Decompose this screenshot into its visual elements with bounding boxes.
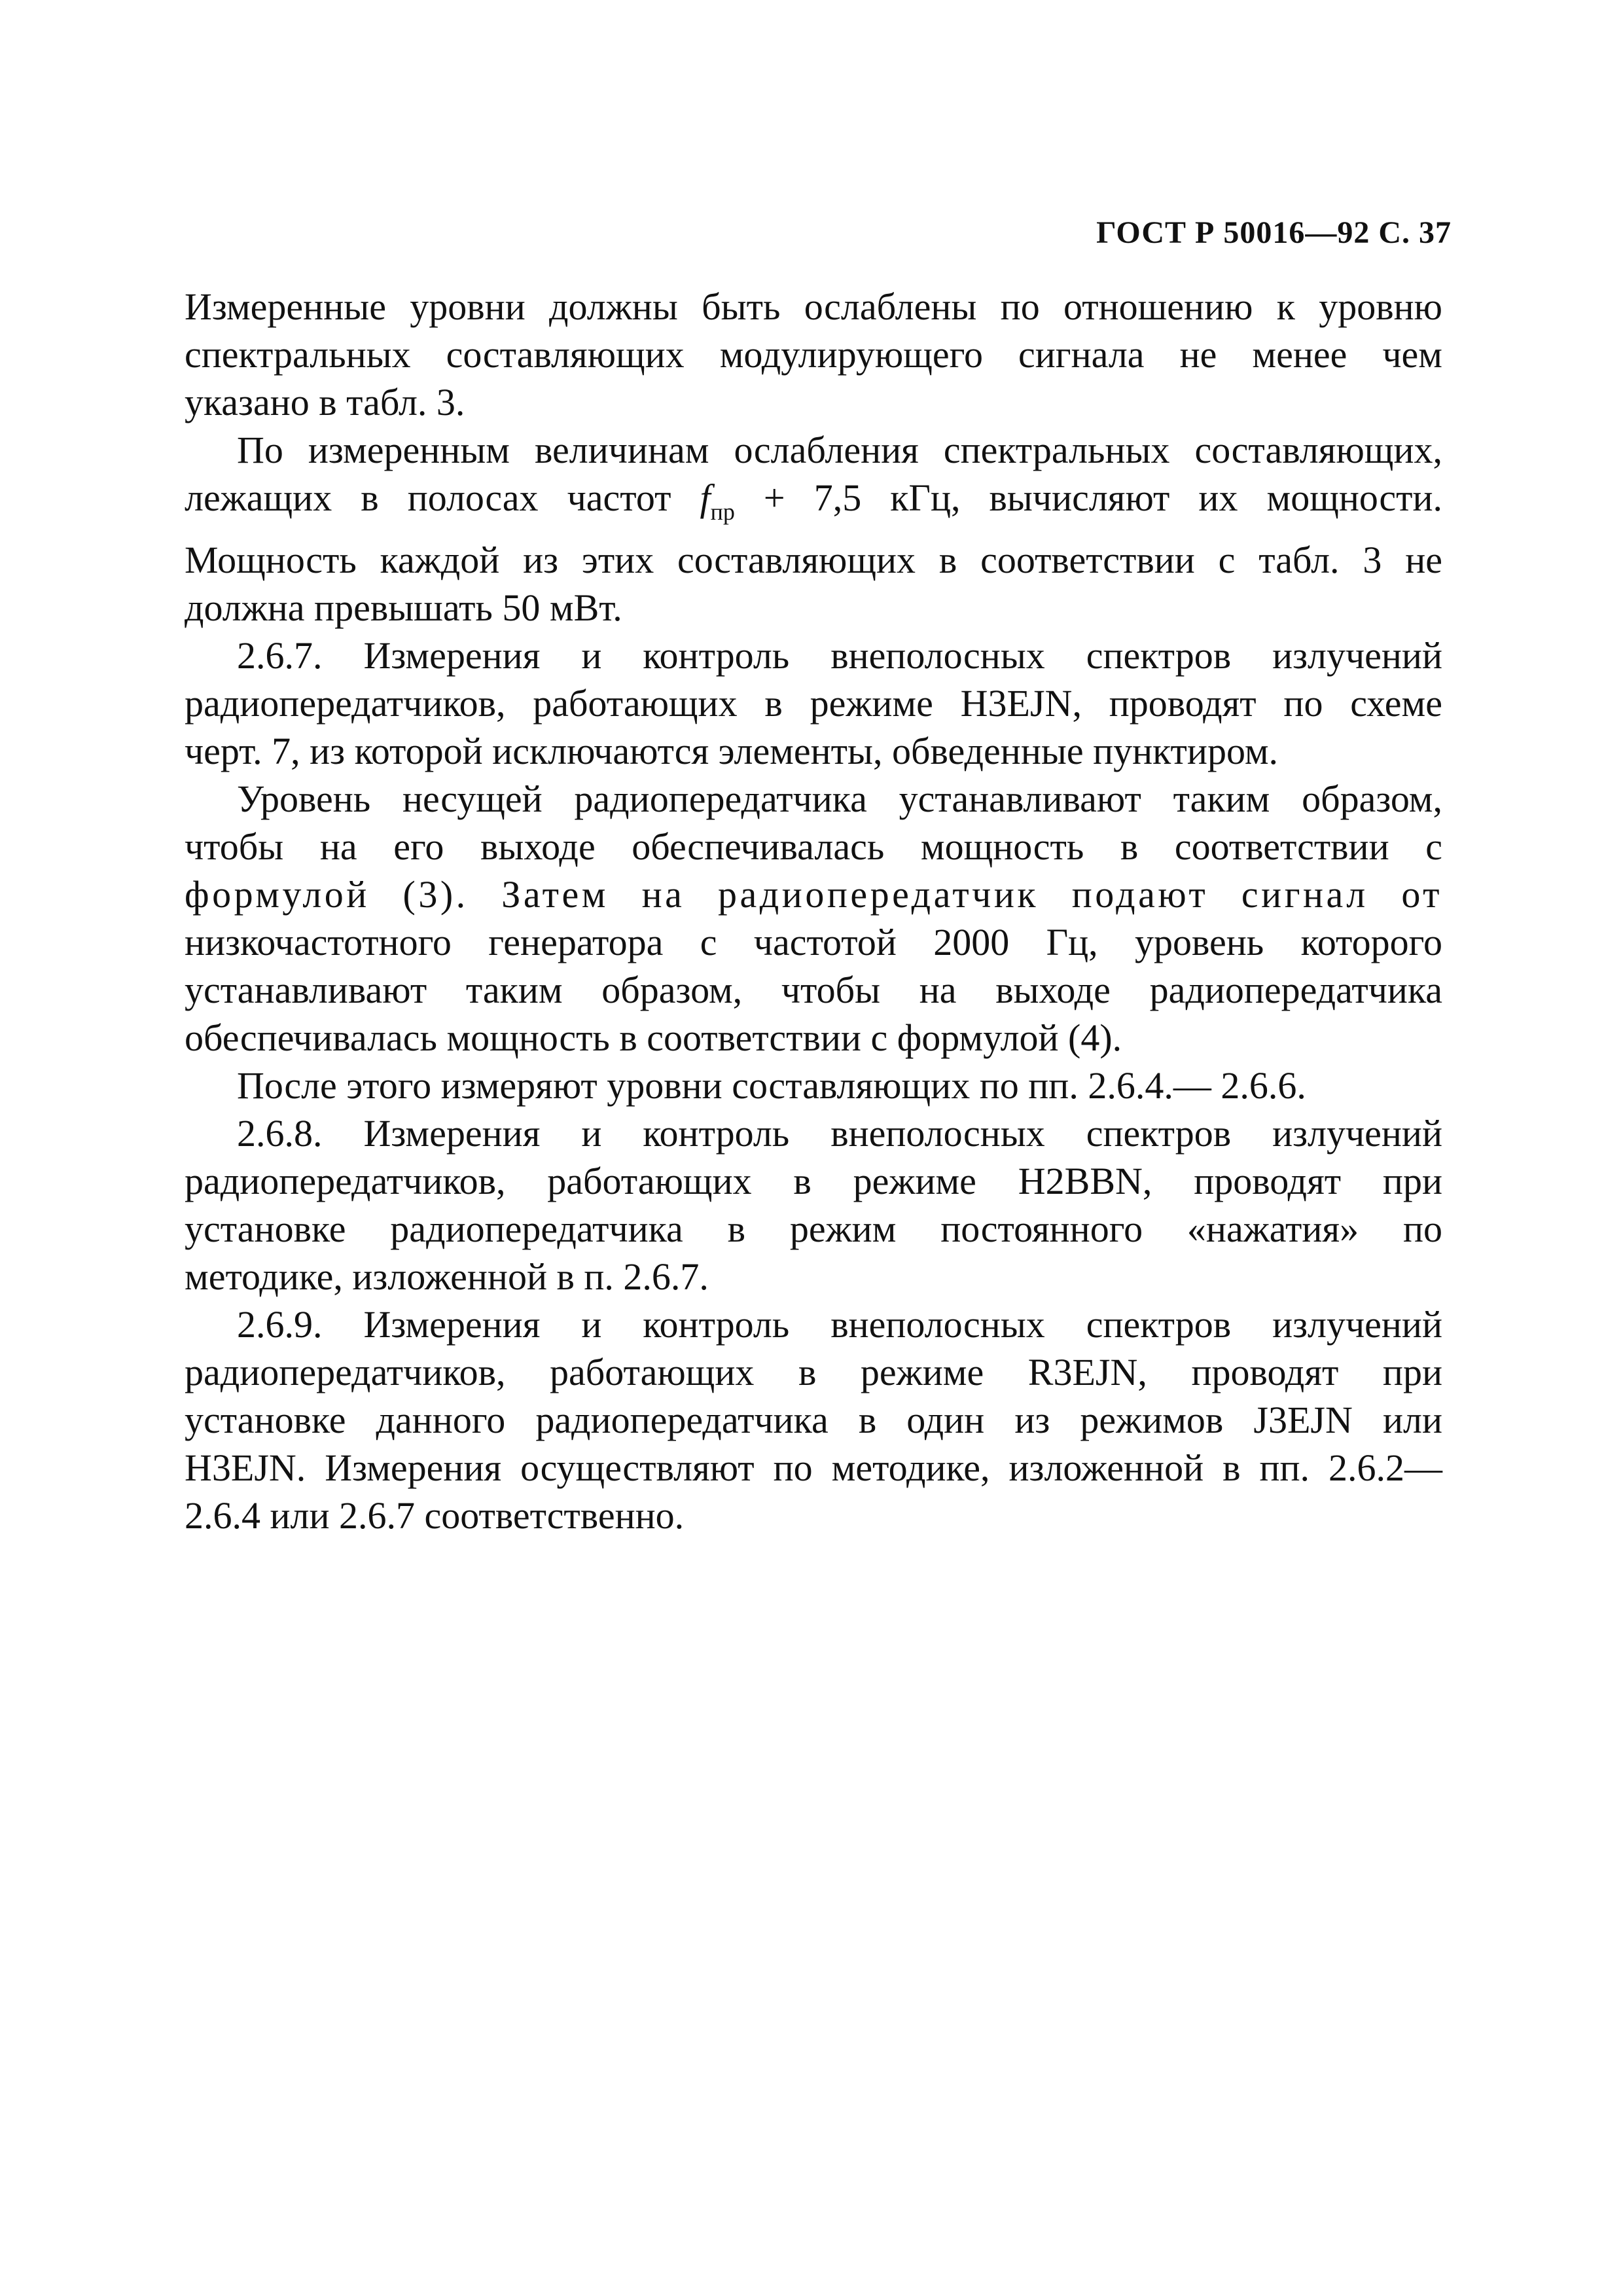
text-line: черт. 7, из которой исключаются элементы, обведенные пунктиром. <box>185 730 1279 772</box>
paragraph-4 <box>185 775 1442 1062</box>
body-text <box>185 283 1442 1539</box>
text-line: установке радиопередатчика в режим постоянного «нажатия» по <box>185 1208 1442 1250</box>
text-line: низкочастотного генератора с частотой 2000 Гц, уровень которого <box>185 921 1442 963</box>
text-line: радиопередатчиков, работающих в режиме H2BBN, проводят при <box>185 1160 1442 1202</box>
text-line: После этого измеряют уровни составляющих по пп. 2.6.4.— 2.6.6. <box>237 1064 1306 1107</box>
text-fragment: + 7,5 кГц, вычисляют их мощности. <box>734 476 1442 519</box>
text-line: спектральных составляющих модулирующего сигнала не менее чем <box>185 333 1442 376</box>
text-line: радиопередатчиков, работающих в режиме H3EJN, проводят по схеме <box>185 682 1442 725</box>
text-line: радиопередатчиков, работающих в режиме R3EJN, проводят при <box>185 1351 1442 1393</box>
paragraph-2 <box>185 426 1442 632</box>
text-fragment: лежащих в полосах частот <box>185 476 700 519</box>
text-line-with-formula <box>185 474 1442 536</box>
text-line: указано в табл. 3. <box>185 381 465 423</box>
frequency-symbol: f <box>700 476 711 519</box>
text-line: По измеренным величинам ослабления спектральных составляющих, <box>237 429 1442 471</box>
text-line: чтобы на его выходе обеспечивалась мощность в соответствии с <box>185 825 1442 868</box>
paragraph-7 <box>185 1300 1442 1539</box>
text-line: 2.6.4 или 2.6.7 соответственно. <box>185 1494 685 1537</box>
text-line: H3EJN. Измерения осуществляют по методике, изложенной в пп. 2.6.2— <box>185 1446 1442 1489</box>
running-header: ГОСТ Р 50016—92 С. 37 <box>1096 215 1452 250</box>
text-line: обеспечивалась мощность в соответствии с формулой (4). <box>185 1016 1122 1059</box>
paragraph-6 <box>185 1109 1442 1300</box>
paragraph-3 <box>185 632 1442 775</box>
text-line: устанавливают таким образом, чтобы на выходе радиопередатчика <box>185 969 1442 1011</box>
text-line: Уровень несущей радиопередатчика устанавливают таким образом, <box>237 778 1442 820</box>
text-line: формулой (3). Затем на радиопередатчик подают сигнал от <box>185 873 1442 916</box>
text-line: установке данного радиопередатчика в один из режимов J3EJN или <box>185 1399 1442 1441</box>
text-line: 2.6.8. Измерения и контроль внеполосных спектров излучений <box>237 1112 1442 1155</box>
text-line: Измеренные уровни должны быть ослаблены по отношению к уровню <box>185 285 1442 328</box>
text-line: методике, изложенной в п. 2.6.7. <box>185 1255 709 1298</box>
text-line: 2.6.9. Измерения и контроль внеполосных спектров излучений <box>237 1303 1442 1346</box>
frequency-subscript: пр <box>710 499 735 525</box>
paragraph-5 <box>185 1062 1442 1109</box>
paragraph-1 <box>185 283 1442 426</box>
text-line: должна превышать 50 мВт. <box>185 586 622 629</box>
text-line: Мощность каждой из этих составляющих в соответствии с табл. 3 не <box>185 539 1442 581</box>
text-line: 2.6.7. Измерения и контроль внеполосных спектров излучений <box>237 634 1442 677</box>
